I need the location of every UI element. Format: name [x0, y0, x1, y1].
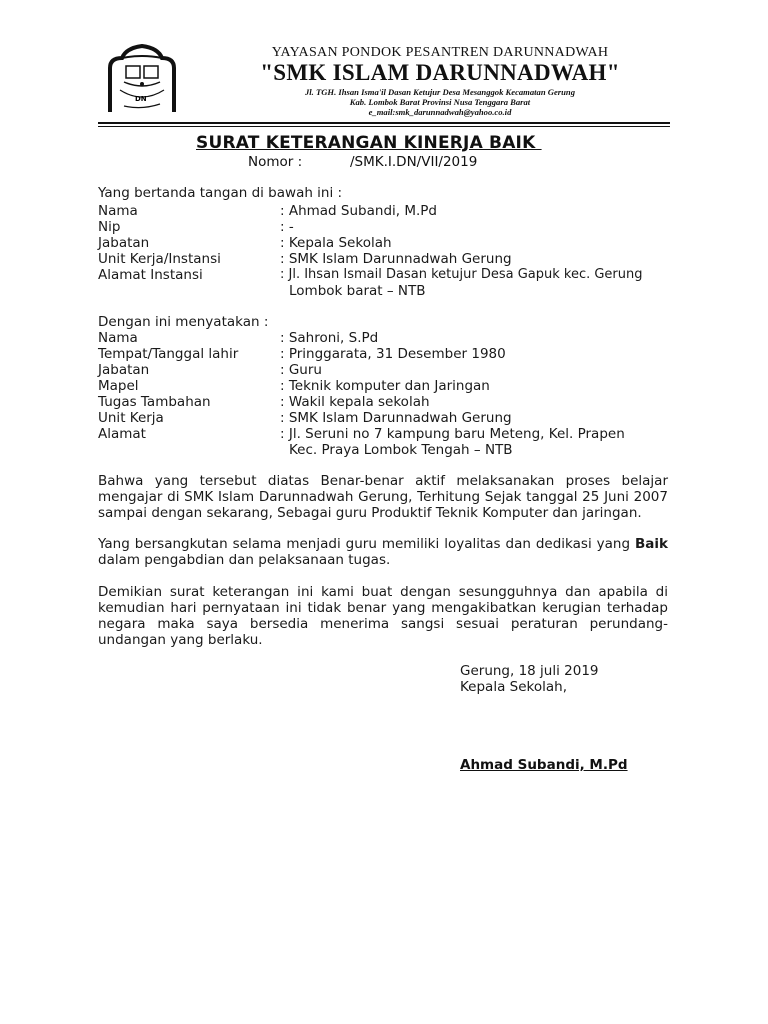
paragraph-closing: Demikian surat keterangan ini kami buat dengan sesungguhnya dan apabila di kemudian hari pernyataan ini tidak benar yang mengakibatkan kerugian terhadap negara maka saya bersedia menerima sangsi sesuai peraturan perundang-undangan yang berlaku.: [98, 584, 668, 648]
paragraph-statement: Bahwa yang tersebut diatas Benar-benar aktif melaksanakan proses belajar mengajar di SMK Islam Darunnadwah Gerung, Terhitung Sejak tanggal 25 Juni 2007 sampai dengan sekarang, Sebagai guru Produktif Teknik Komputer dan jaringan.: [98, 473, 668, 521]
paragraph-loyalty-end: dalam pengabdian dan pelaksanaan tugas.: [98, 552, 391, 568]
signer-intro: Yang bertanda tangan di bawah ini :: [98, 185, 343, 201]
subject-label: Mapel: [98, 378, 139, 394]
signer-value: : Kepala Sekolah: [280, 235, 392, 251]
paragraph-loyalty: [98, 536, 668, 568]
subject-label: Tugas Tambahan: [98, 394, 211, 410]
logo-text: DN: [135, 95, 147, 103]
nomor-value: /SMK.I.DN/VII/2019: [350, 154, 478, 170]
signer-name: Ahmad Subandi, M.Pd: [460, 757, 628, 773]
school-name: "SMK ISLAM DARUNNADWAH": [260, 60, 620, 85]
signer-label: Jabatan: [98, 235, 150, 251]
emphasis-baik: Baik: [634, 536, 668, 552]
subject-value: : Sahroni, S.Pd: [280, 330, 379, 346]
place-date: Gerung, 18 juli 2019: [460, 663, 599, 679]
address-line-1: Jl. TGH. Ihsan Isma'il Dasan Ketujur Desa Mesanggok Kecamatan Gerung: [304, 87, 576, 97]
letterhead-divider: [98, 122, 670, 124]
letter-title: SURAT KETERANGAN KINERJA BAIK: [196, 133, 542, 153]
subject-address-cont: Kec. Praya Lombok Tengah – NTB: [289, 442, 513, 458]
subject-value: : Guru: [280, 362, 322, 378]
subject-value: : Jl. Seruni no 7 kampung baru Meteng, Kel. Prapen: [280, 426, 625, 442]
address-line-2: Kab. Lombok Barat Provinsi Nusa Tenggara Barat: [349, 97, 531, 107]
letterhead-divider-thin: [98, 126, 670, 127]
subject-value: : Pringgarata, 31 Desember 1980: [280, 346, 506, 362]
signer-value: : SMK Islam Darunnadwah Gerung: [280, 251, 512, 267]
subject-label: Alamat: [98, 426, 146, 442]
signer-position: Kepala Sekolah,: [460, 679, 567, 695]
subject-value: : Teknik komputer dan Jaringan: [280, 378, 490, 394]
signer-label: Alamat Instansi: [98, 267, 203, 283]
signer-address-cont: Lombok barat – NTB: [289, 283, 426, 299]
email-line: e_mail:smk_darunnadwah@yahoo.co.id: [368, 107, 512, 117]
subject-label: Tempat/Tanggal lahir: [98, 346, 239, 362]
foundation-name: YAYASAN PONDOK PESANTREN DARUNNADWAH: [271, 45, 609, 60]
signer-label: Unit Kerja/Instansi: [98, 251, 221, 267]
subject-label: Nama: [98, 330, 138, 346]
signer-value: : Ahmad Subandi, M.Pd: [280, 203, 437, 219]
signer-value: : Jl. Ihsan Ismail Dasan ketujur Desa Gapuk kec. Gerung: [280, 267, 643, 282]
subject-value: : SMK Islam Darunnadwah Gerung: [280, 410, 512, 426]
subject-label: Unit Kerja: [98, 410, 164, 426]
paragraph-loyalty-text: Yang bersangkutan selama menjadi guru memiliki loyalitas dan dedikasi yang: [98, 536, 635, 552]
signer-label: Nama: [98, 203, 138, 219]
nomor-label: Nomor :: [248, 154, 303, 170]
school-logo: [102, 44, 182, 120]
signer-label: Nip: [98, 219, 121, 235]
subject-label: Jabatan: [98, 362, 150, 378]
subject-intro: Dengan ini menyatakan :: [98, 314, 269, 330]
subject-value: : Wakil kepala sekolah: [280, 394, 430, 410]
signer-value: : -: [280, 219, 294, 235]
